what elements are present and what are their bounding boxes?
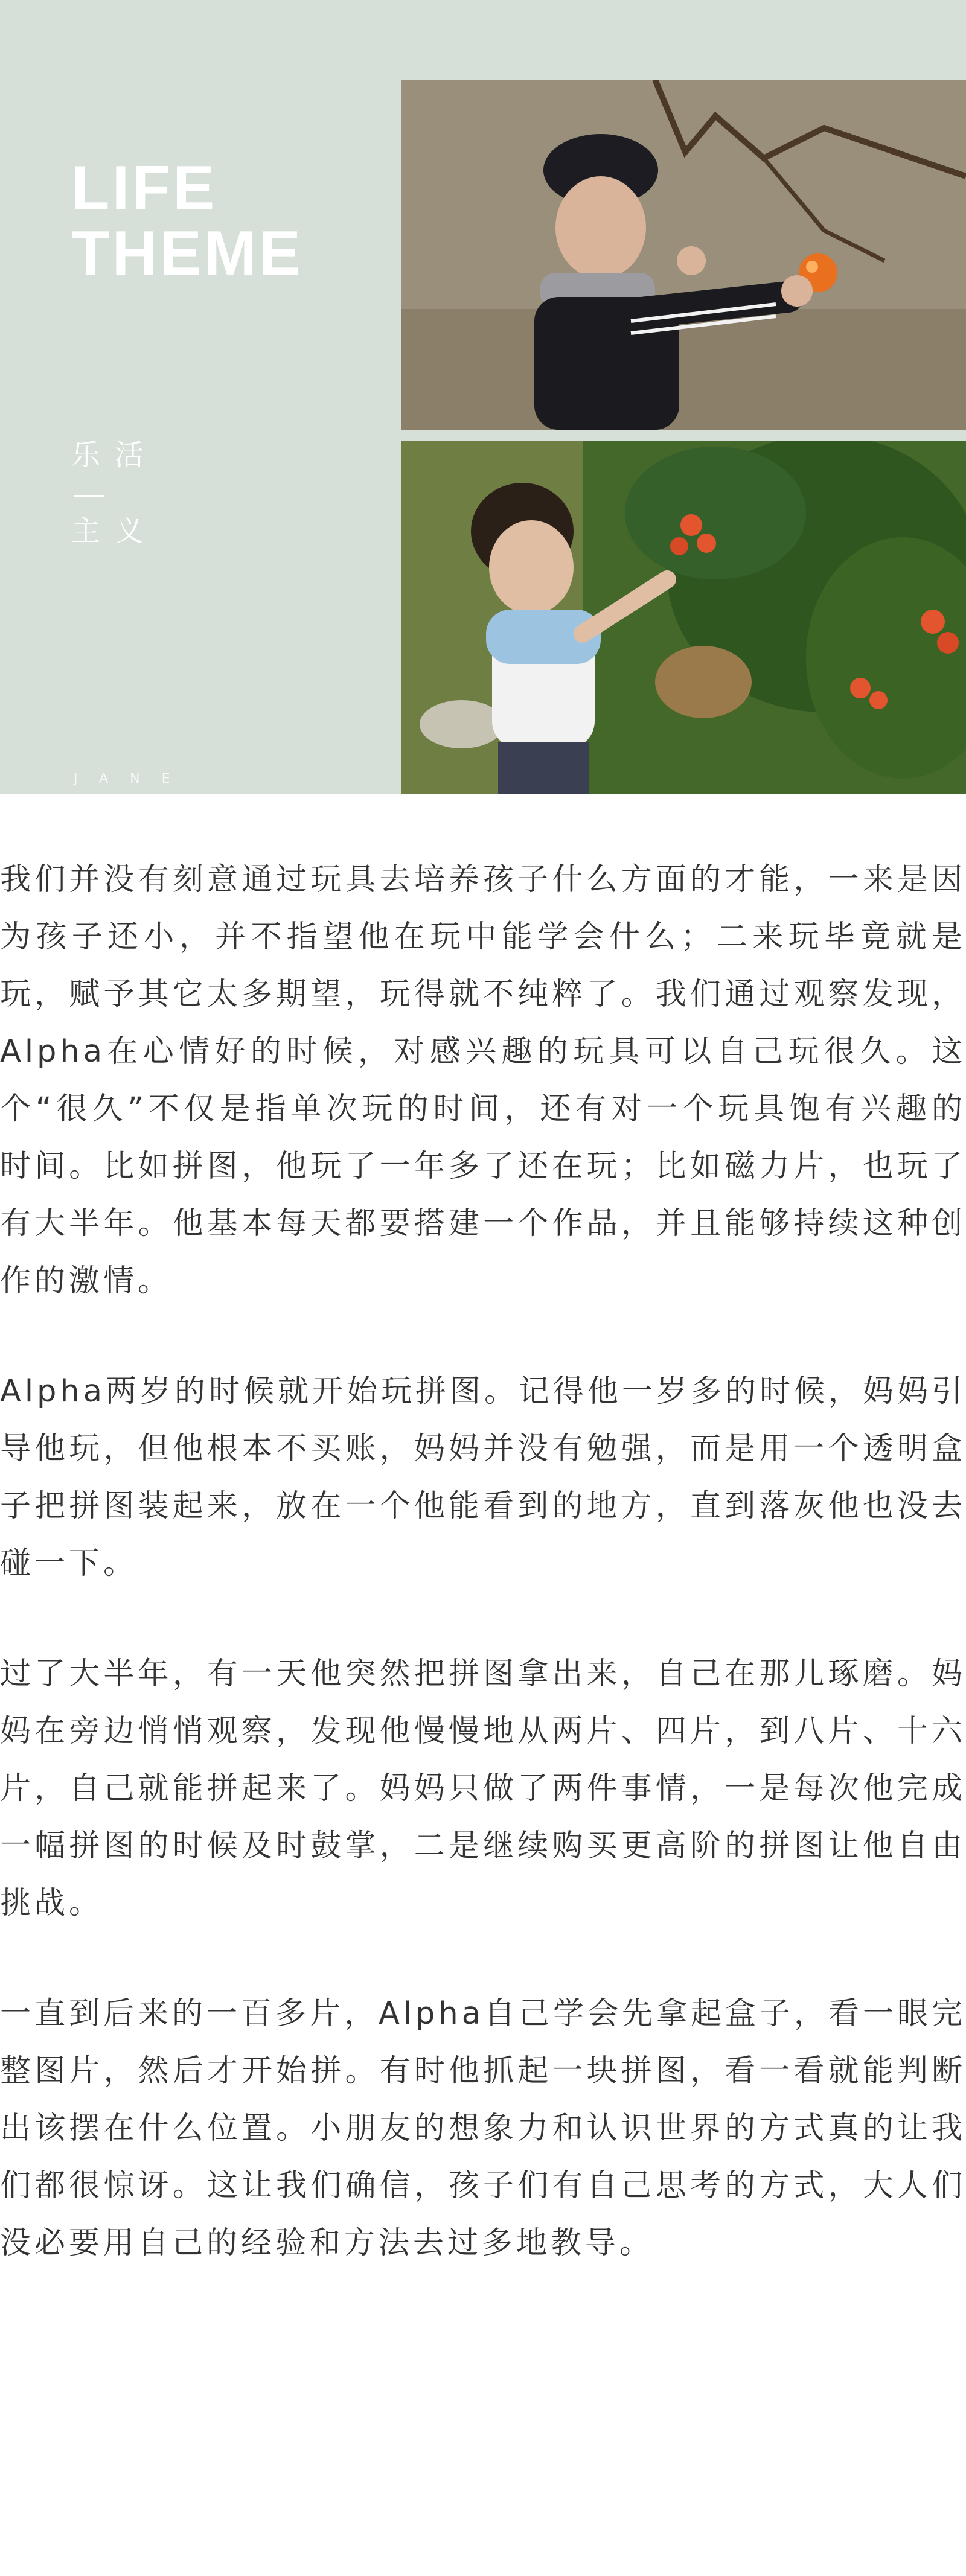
child-picking-persimmon-photo xyxy=(401,80,966,430)
article-paragraph: 我们并没有刻意通过玩具去培养孩子什么方面的才能，一来是因为孩子还小，并不指望他在玩中能学会什么；二来玩毕竟就是玩，赋予其它太多期望，玩得就不纯粹了。我们通过观察发现，Alpha在心情好的时候，对感兴趣的玩具可以自己玩很久。这个“很久”不仅是指单次玩的时间，还有对一个玩具饱有兴趣的时间。比如拼图，他玩了一年多了还在玩；比如磁力片，也玩了有大半年。他基本每天都要搭建一个作品，并且能够持续这种创作的激情。 xyxy=(0,862,966,1299)
article-body xyxy=(0,851,966,2325)
author-signature: JANE xyxy=(74,771,192,786)
article-paragraph: 一直到后来的一百多片，Alpha自己学会先拿起盒子，看一眼完整图片，然后才开始拼。有时他抓起一块拼图，看一看就能判断出该摆在什么位置。小朋友的想象力和认识世界的方式真的让我们都很惊讶。这让我们确信，孩子们有自己思考的方式，大人们没必要用自己的经验和方法去过多地教导。 xyxy=(0,1996,966,2261)
title-line-life: LIFE xyxy=(71,153,217,223)
header-banner xyxy=(0,0,966,794)
title-line-theme: THEME xyxy=(71,218,303,289)
persimmon-scene-illustration xyxy=(401,80,966,430)
child-picking-lychee-photo xyxy=(401,441,966,794)
article-paragraph: Alpha两岁的时候就开始玩拼图。记得他一岁多的时候，妈妈引导他玩，但他根本不买账，妈妈并没有勉强，而是用一个透明盒子把拼图装起来，放在一个他能看到的地方，直到落灰他也没去碰一下。 xyxy=(0,1374,966,1581)
article-paragraph: 过了大半年，有一天他突然把拼图拿出来，自己在那儿琢磨。妈妈在旁边悄悄观察，发现他慢慢地从两片、四片，到八片、十六片，自己就能拼起来了。妈妈只做了两件事情，一是每次他完成一幅拼图的时候及时鼓掌，二是继续购买更高阶的拼图让他自由挑战。 xyxy=(0,1656,966,1921)
cn-title-line2: 主义 xyxy=(71,514,159,548)
cn-title-line1: 乐活 xyxy=(71,438,159,472)
title-divider xyxy=(74,495,104,497)
lychee-scene-illustration xyxy=(401,441,966,794)
life-theme-title xyxy=(71,153,303,289)
